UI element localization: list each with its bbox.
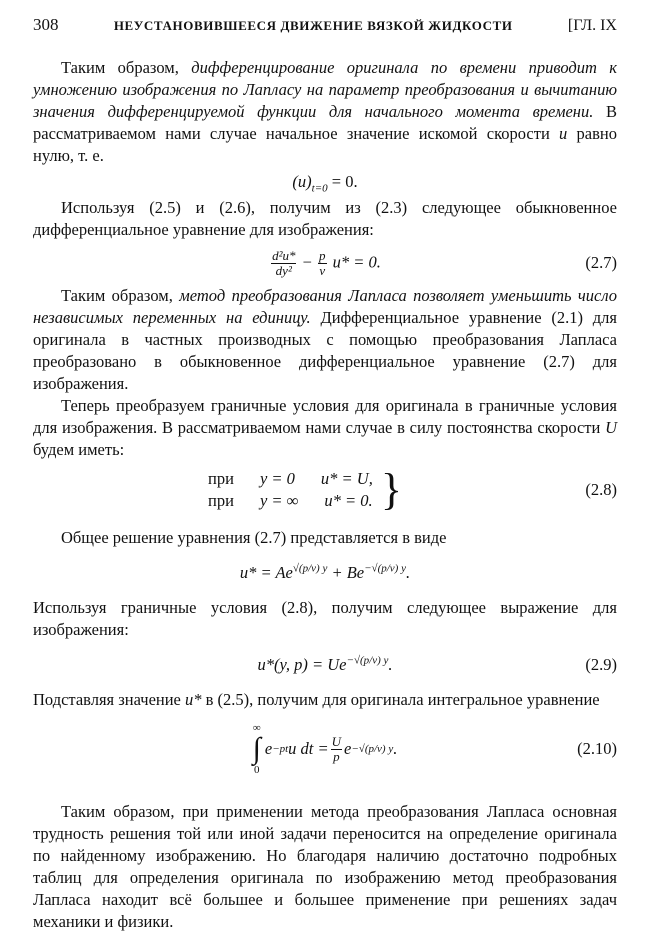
paragraph-derivative: Таким образом, дифференцирование оригинала по времени приводит к умножению изображения по Лапласу на параметр преобразования и вычитанию значения дифференцируемой функции для начального момента времени. В рассматриваемом нами случае начальное значение искомой скорости u равно нулю, т. е. bbox=[33, 58, 618, 165]
paragraph-using-28: Используя граничные условия (2.8), получим следующее выражение для изображения: bbox=[33, 598, 617, 639]
paragraph-general-solution: Общее решение уравнения (2.7) представляется в виде bbox=[61, 528, 447, 547]
paragraph-using-25: Используя (2.5) и (2.6), получим из (2.3) следующее обыкновенное дифференциальное уравнение для изображения: bbox=[33, 198, 617, 239]
paragraph-conclusion: Таким образом, при применении метода преобразования Лапласа основная трудность решения той или иной задачи переносится на определение оригинала по найденному изображению. Но благодаря наличию достаточно подробных таблиц для определения оригинала по изображению метод преобразования Лапласа находит всё большее и большее применение при решениях задач механики и физики. bbox=[33, 802, 617, 931]
equation-number-2-8: (2.8) bbox=[585, 480, 617, 499]
equation-2-7: $\frac{\text{d²u*}}{\text{dy²}}$ − $\frac{p}{\nu}$ u* = 0. (2.7) bbox=[272, 247, 617, 278]
paragraph-substituting: Подставляя значение u* в (2.5), получим для оригинала интегральное уравнение bbox=[33, 690, 600, 709]
equation-number-2-10: (2.10) bbox=[577, 739, 617, 758]
equation-2-10: ∞ ∫ 0 e −pt u dt = $\frac{U}{p}$ e −√(p/ν) y . (2.10) bbox=[252, 722, 617, 776]
page-number: 308 bbox=[33, 15, 59, 34]
equation-number-2-9: (2.9) bbox=[585, 655, 617, 674]
running-title: НЕУСТАНОВИВШЕЕСЯ ДВИЖЕНИЕ ВЯЗКОЙ ЖИДКОСТИ bbox=[113, 18, 513, 33]
equation-2-9: u*(y, $p) = Ue^{-√(p/\nu) y}$. (2.9) bbox=[257, 654, 617, 674]
running-header bbox=[33, 14, 617, 37]
equation-initial: $(u)_{t=0} = 0$. bbox=[292, 172, 358, 195]
paragraph-boundary: Теперь преобразуем граничные условия для оригинала в граничные условия для изображения. В рассматриваемом нами случае в силу постоянства скорости U будем иметь: bbox=[33, 396, 617, 459]
emphasis-laplace: метод преобразования Лапласа позволяет уменьшить число независимых переменных на единицу. bbox=[33, 286, 618, 327]
chapter-label: [ГЛ. IX bbox=[567, 17, 617, 34]
equation-general-solution: $u* = Ae^{√(p/\nu) y} + Be^{-√(p/\nu) y}$. bbox=[239, 562, 411, 582]
paragraph-laplace-method: Таким образом, метод преобразования Лапласа позволяет уменьшить число независимых переменных на единицу. Дифференциальное уравнение (2.1) для оригинала в частных производных с помощью преобразования Лапласа преобразовано в обыкновенное дифференциальное уравнение (2.7) для изображения. bbox=[33, 286, 618, 393]
equation-number-2-7: (2.7) bbox=[585, 253, 617, 272]
page bbox=[33, 14, 617, 933]
equation-2-8: при y = 0 u* = U, при y = ∞ u* = 0. } (2.8) bbox=[208, 465, 617, 514]
emphasis-derivative: дифференцирование оригинала по времени приводит к умножению изображения по Лапласу на параметр преобразования и вычитанию значения дифференцируемой функции для начального момента времени. bbox=[33, 58, 618, 121]
